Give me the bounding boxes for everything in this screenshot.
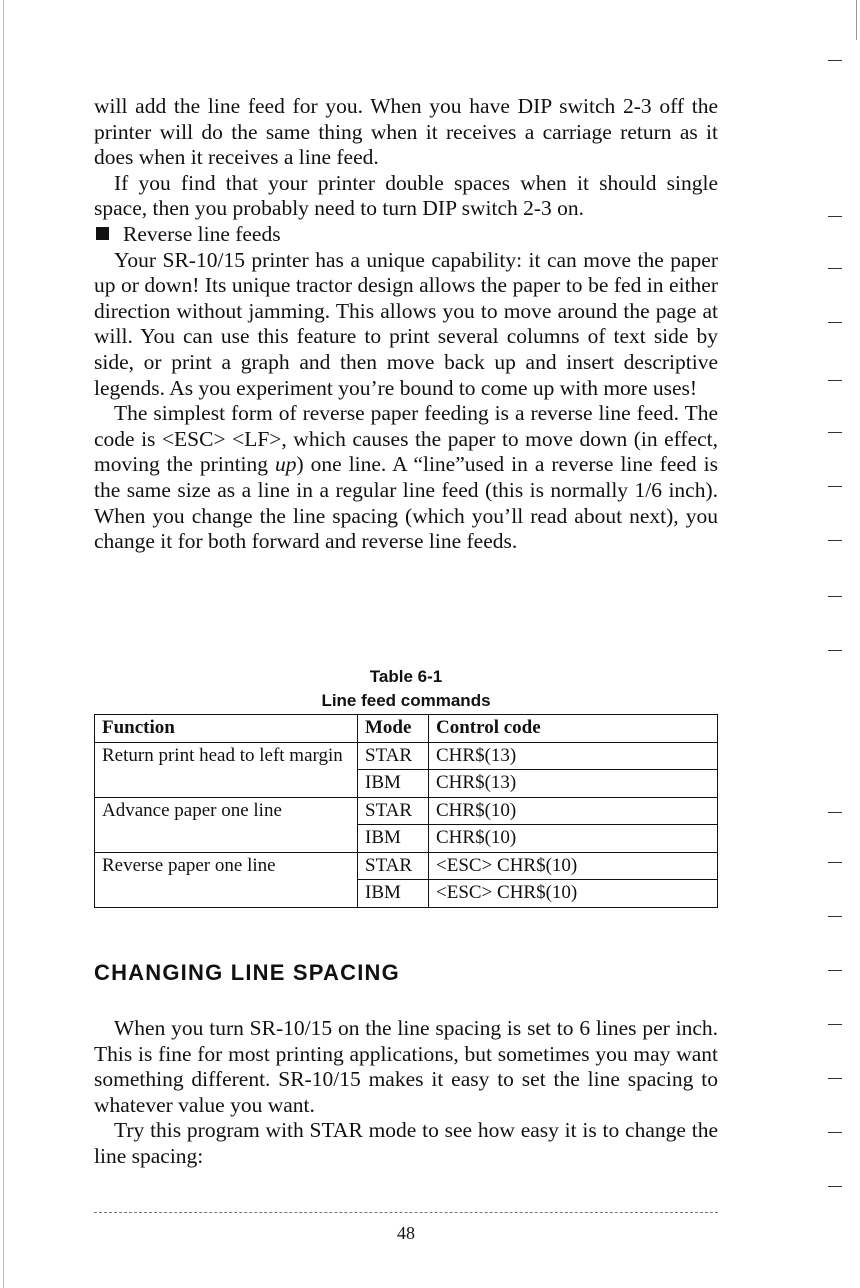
- bullet-square-icon: [96, 227, 109, 240]
- table-number: Table 6-1: [369, 667, 443, 686]
- table-row: IBM CHR$(13): [95, 770, 718, 798]
- line-spacing-text: [94, 1016, 718, 1170]
- reverse-paragraph-2: The simplest form of reverse paper feeding is a reverse line feed. The code is <ESC> <LF>, which causes the paper to move down (in effect, moving the printing up) one line. A “line”used in a reverse line feed is the same size as a line in a regular line feed (this is normally 1/6 inch). When you change the line spacing (which you’ll read about next), you change it for both forward and reverse line feeds.: [94, 401, 718, 554]
- header-control-code: Control code: [429, 715, 718, 743]
- table-row: Advance paper one line STAR CHR$(10): [95, 797, 718, 825]
- reverse-line-feeds-heading: Reverse line feeds: [94, 222, 718, 248]
- header-function: Function: [95, 715, 358, 743]
- line-spacing-paragraph-1: When you turn SR-10/15 on the line spacing is set to 6 lines per inch. This is fine for most printing applications, but sometimes you may want something different. SR-10/15 makes it easy to set the line spacing to whatever value you want.: [94, 1016, 718, 1117]
- table-row: IBM CHR$(10): [95, 825, 718, 853]
- table-title: Line feed commands: [321, 691, 491, 710]
- line-spacing-paragraph-2: Try this program with STAR mode to see how easy it is to change the line spacing:: [94, 1118, 718, 1168]
- table-row: IBM <ESC> CHR$(10): [95, 880, 718, 908]
- paragraph-continued: will add the line feed for you. When you have DIP switch 2-3 off the printer will do the same thing when it receives a carriage return as it does when it receives a line feed.: [94, 94, 718, 170]
- footer-rule: [94, 1212, 718, 1213]
- section-title: CHANGING LINE SPACING: [94, 960, 400, 985]
- scan-edge-left: [3, 0, 4, 1288]
- top-text: [94, 94, 718, 555]
- table-header-row: [95, 715, 718, 743]
- scan-edge-right: [856, 0, 857, 40]
- page-number: 48: [397, 1223, 415, 1243]
- table-row: Reverse paper one line STAR <ESC> CHR$(10): [95, 852, 718, 880]
- line-feed-commands-table: [94, 714, 718, 908]
- paragraph-double-space: If you find that your printer double spaces when it should single space, then you probably need to turn DIP switch 2-3 on.: [94, 170, 718, 221]
- table-row: Return print head to left margin STAR CHR$(13): [95, 742, 718, 770]
- header-mode: Mode: [358, 715, 429, 743]
- reverse-paragraph-1: Your SR-10/15 printer has a unique capability: it can move the paper up or down! Its unique tractor design allows the paper to be fed in either direction without jamming. This allows you to move around the page at will. You can use this feature to print several columns of text side by side, or print a graph and then move back up and insert descriptive legends. As you experiment you’re bound to come up with more uses!: [94, 247, 718, 400]
